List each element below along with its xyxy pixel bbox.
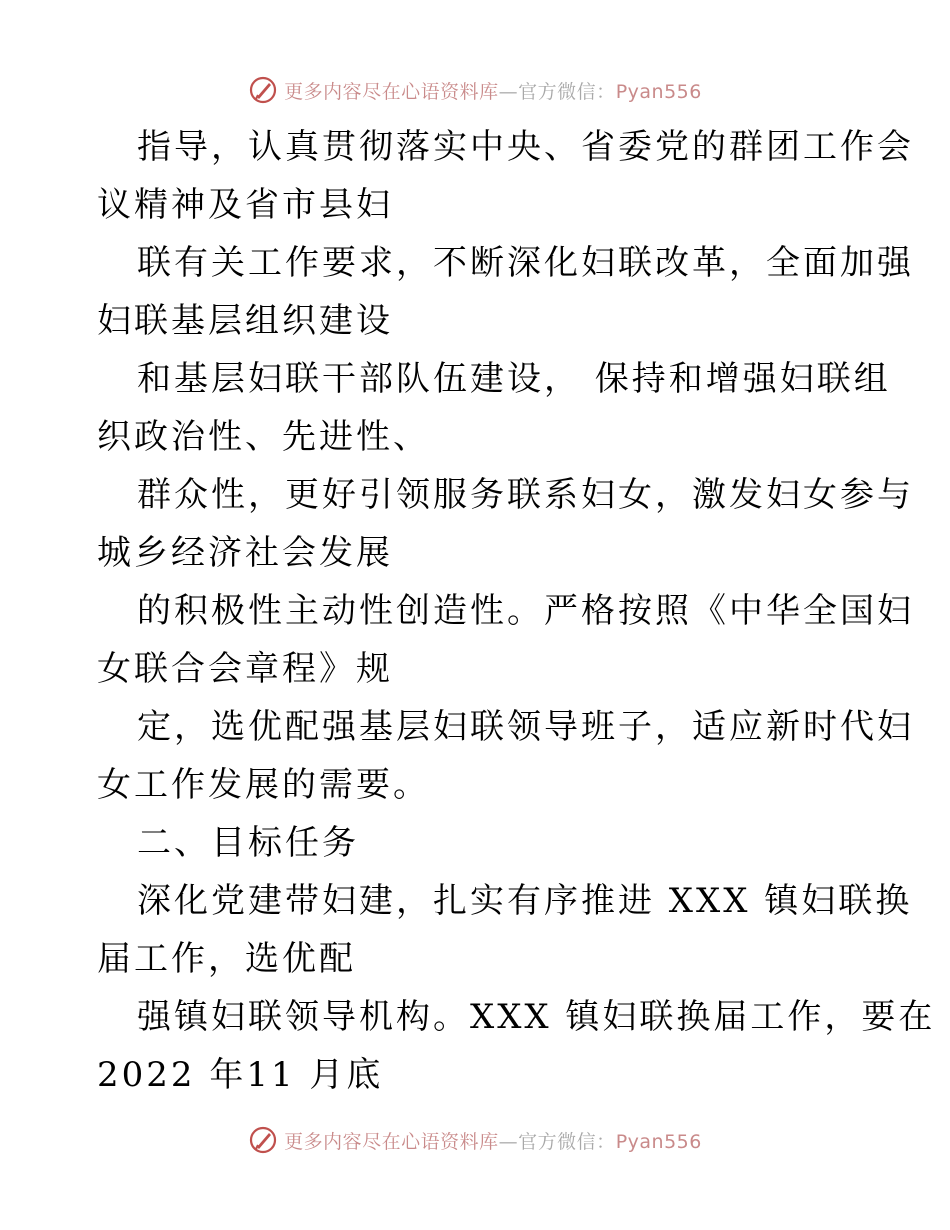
quill-logo-icon (248, 1125, 278, 1155)
watermark-separator: — (498, 80, 519, 103)
paragraph-line: 女联合会章程》规 (97, 649, 393, 689)
watermark-text (284, 1127, 702, 1154)
watermark-wechat-id: Pyan556 (615, 1130, 702, 1153)
paragraph-line: 议精神及省市县妇 (97, 185, 393, 225)
paragraph-line: 女工作发展的需要。 (97, 765, 430, 805)
paragraph-line: 城乡经济社会发展 (97, 533, 393, 573)
paragraph-line: 的积极性主动性创造性。严格按照《中华全国妇 (137, 591, 914, 631)
watermark-main-text: 更多内容尽在心语资料库 (284, 1130, 499, 1153)
paragraph-line: 届工作，选优配 (97, 939, 356, 979)
document-body (97, 118, 936, 1104)
paragraph-line: 指导，认真贯彻落实中央、省委党的群团工作会 (137, 127, 914, 167)
watermark-wechat-label: 官方微信： (518, 80, 616, 103)
header-watermark (0, 70, 950, 110)
paragraph-line: 织政治性、先进性、 (97, 417, 430, 457)
paragraph-line: 和基层妇联干部队伍建设， 保持和增强妇联组 (137, 359, 891, 399)
watermark-separator: — (498, 1130, 519, 1153)
paragraph-line: 联有关工作要求，不断深化妇联改革，全面加强 (137, 243, 914, 283)
paragraph-line: 群众性，更好引领服务联系妇女，激发妇女参与 (137, 475, 914, 515)
paragraph-line: 妇联基层组织建设 (97, 301, 393, 341)
watermark-wechat-label: 官方微信： (518, 1130, 616, 1153)
footer-watermark (0, 1120, 950, 1160)
watermark-main-text: 更多内容尽在心语资料库 (284, 80, 499, 103)
paragraph-line: 深化党建带妇建，扎实有序推进 XXX 镇妇联换 (137, 881, 913, 921)
paragraph-line: 二、目标任务 (137, 823, 359, 863)
quill-logo-icon (248, 75, 278, 105)
watermark-text (284, 77, 702, 104)
paragraph-line: 定，选优配强基层妇联领导班子，适应新时代妇 (137, 707, 914, 747)
paragraph-line: 2022 年11 月底 (97, 1055, 384, 1095)
watermark-wechat-id: Pyan556 (615, 80, 702, 103)
paragraph-line: 强镇妇联领导机构。XXX 镇妇联换届工作，要在 (137, 997, 936, 1037)
